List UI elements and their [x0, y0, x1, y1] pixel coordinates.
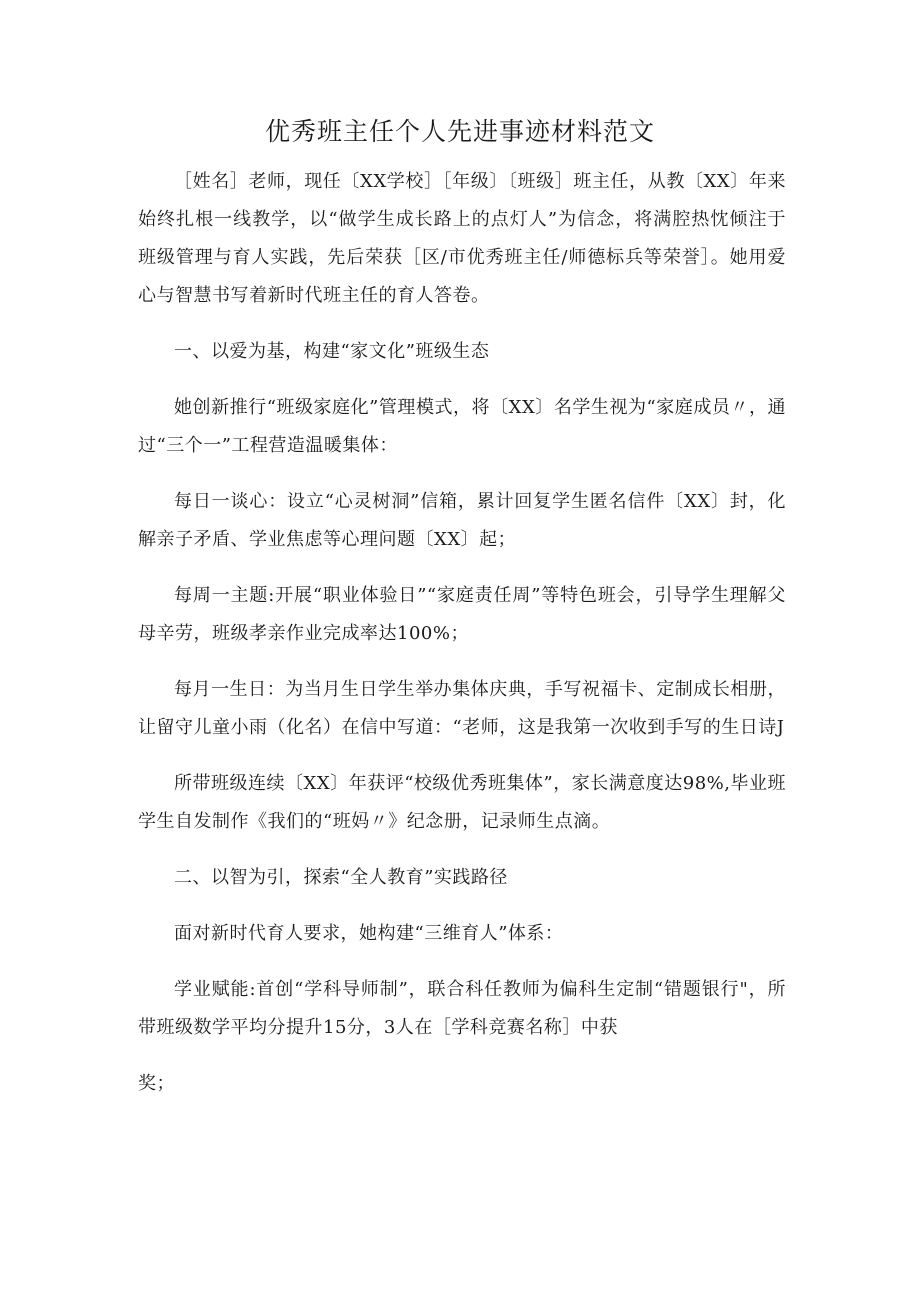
paragraph-monthly-birthday: 每月一生日：为当月生日学生举办集体庆典，手写祝福卡、定制成长相册，让留守儿童小雨（化名）在信中写道：“老师，这是我第一次收到手写的生日诗J — [138, 679, 786, 738]
paragraph-weekly-theme: 每周一主题:开展“职业体验日”“家庭责任周”等特色班会，引导学生理解父母辛劳，班级孝亲作业完成率达100%； — [138, 585, 786, 644]
paragraph-family-model: 她创新推行“班级家庭化”管理模式，将〔XX〕名学生视为“家庭成员〃，通过“三个一”工程营造温暖集体： — [138, 397, 786, 456]
paragraph-daily-talk: 每日一谈心：设立“心灵树洞”信箱，累计回复学生匿名信件〔XX〕封，化解亲子矛盾、学业焦虑等心理问题〔XX〕起； — [138, 491, 786, 550]
section-heading-1: 一、以爱为基，构建“家文化”班级生态 — [174, 341, 490, 362]
section-heading-2: 二、以智为引，探索“全人教育”实践路径 — [174, 867, 508, 888]
document-body — [138, 163, 786, 1121]
paragraph-continuation: 奖； — [138, 1073, 175, 1094]
document-title: 优秀班主任个人先进事迹材料范文 — [264, 117, 655, 146]
paragraph-class-honors: 所带班级连续〔XX〕年获评“校级优秀班集体”，家长满意度达98%,毕业班学生自发制作《我们的“班妈〃》纪念册，记录师生点滴。 — [138, 773, 786, 832]
paragraph-academic-empowerment: 学业赋能:首创“学科导师制”，联合科任教师为偏科生定制“错题银行"，所带班级数学平均分提升15分，3人在［学科竞赛名称］中获 — [138, 979, 786, 1038]
paragraph-three-dimension: 面对新时代育人要求，她构建“三维育人”体系： — [174, 923, 564, 944]
paragraph-intro: ［姓名］老师，现任〔XX学校］［年级〕〔班级］班主任，从教〔XX〕年来始终扎根一线教学，以“做学生成长路上的点灯人”为信念，将满腔热忱倾注于班级管理与育人实践，先后荣获［区/市优秀班主任/师德标兵等荣誉］。她用爱心与智慧书写着新时代班主任的育人答卷。 — [138, 171, 786, 306]
